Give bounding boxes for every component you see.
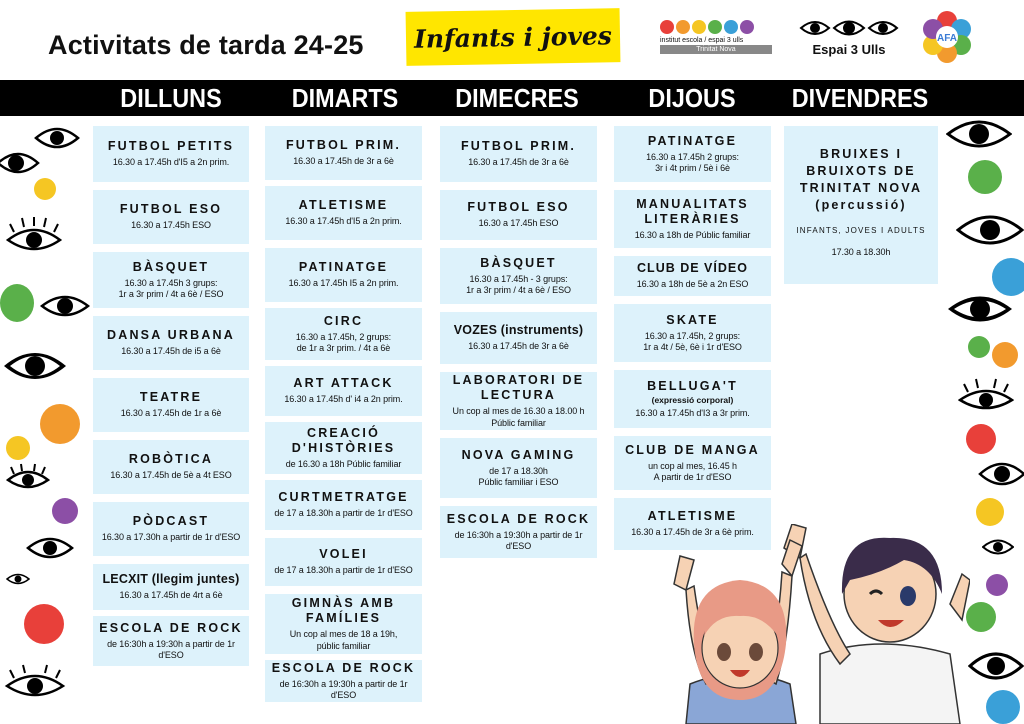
- eye-icon: [978, 458, 1024, 490]
- activity-desc: 16.30 a 17.45h de i5 a 6è: [121, 346, 221, 357]
- activity-card: [93, 190, 249, 244]
- eye-icon: [2, 344, 68, 388]
- activity-title: CURTMETRATGE: [278, 490, 409, 505]
- activity-title: CIRC: [323, 313, 364, 328]
- activity-title: ROBÒTICA: [128, 452, 214, 467]
- eye-icon: [4, 664, 66, 704]
- activity-title: CREACIÓ D'HISTÒRIES: [291, 425, 396, 455]
- activity-desc: 16.30 a 17.45h d'I5 a 2n prim.: [112, 157, 230, 168]
- activity-title: VOLEI: [319, 547, 368, 562]
- activity-title: SKATE: [666, 312, 719, 327]
- day-dilluns: DILLUNS: [120, 83, 222, 113]
- eye-icon: [40, 292, 90, 320]
- activity-card: [614, 126, 771, 182]
- page-title: Activitats de tarda 24-25: [48, 30, 364, 60]
- colored-ball-icon: [24, 604, 64, 644]
- activity-card: [614, 256, 771, 296]
- colored-ball-icon: [986, 690, 1020, 724]
- activity-title: BÀSQUET: [132, 259, 210, 274]
- activity-desc: 16.30 a 17.45h ESO: [478, 218, 559, 229]
- school-logo-line1: institut escola / espai 3 ulls: [660, 37, 744, 44]
- activity-title: VOZES (instruments): [453, 323, 584, 338]
- eye-icon: [968, 646, 1024, 686]
- activity-desc: 16.30 a 17.45h 2 grups: 3r i 4t prim / 5è i 6è: [646, 151, 739, 173]
- espai-3-ulls-label: Espai 3 Ulls: [812, 42, 886, 57]
- eye-icon: [946, 290, 1014, 328]
- espai-3-ulls-logo: [796, 16, 902, 57]
- activity-desc: 16.30 a 18h de 5è a 2n ESO: [636, 279, 749, 290]
- eye-icon: [6, 462, 50, 492]
- eye-icon: [946, 116, 1012, 152]
- eye-icon: [6, 572, 30, 586]
- activity-title: ESCOLA DE ROCK: [99, 620, 243, 635]
- colored-ball-icon: [986, 574, 1008, 596]
- activity-title: FUTBOL PRIM.: [460, 139, 577, 154]
- activity-card: [93, 440, 249, 494]
- activity-desc: un cop al mes, 16.45 h A partir de 1r d'ESO: [648, 460, 737, 482]
- activity-title: LECXIT (llegim juntes): [102, 572, 240, 587]
- activity-card: [265, 248, 422, 302]
- activity-title: FUTBOL ESO: [467, 200, 570, 215]
- activity-title: LABORATORI DE LECTURA: [452, 373, 585, 403]
- activity-title: CLUB DE MANGA: [625, 442, 760, 457]
- colored-ball-icon: [966, 424, 996, 454]
- activity-desc: de 16:30h a 19:30h a partir de 1r d'ESO: [107, 638, 235, 660]
- activity-card: [93, 316, 249, 370]
- activity-title: FUTBOL PETITS: [107, 139, 235, 154]
- afa-label: AFA: [937, 33, 957, 44]
- day-dijous: DIJOUS: [648, 83, 736, 113]
- activity-title: CLUB DE VÍDEO: [637, 261, 748, 276]
- activity-card: [93, 378, 249, 432]
- activity-title: ATLETISME: [298, 198, 389, 213]
- activity-card: [784, 126, 938, 284]
- activity-title: PATINATGE: [298, 260, 389, 275]
- activity-desc: Un cop al mes de 16.30 a 18.00 h Públic familiar: [452, 406, 585, 428]
- activity-desc: 16.30 a 17.45h de 5è a 4t ESO: [110, 470, 232, 481]
- activity-subtitle: (expressió corporal): [651, 394, 734, 405]
- activity-card: [614, 436, 771, 490]
- eye-icon: [956, 210, 1024, 250]
- activity-desc: 16.30 a 17.30h a partir de 1r d'ESO: [101, 532, 241, 543]
- activity-title: FUTBOL PRIM.: [285, 138, 402, 153]
- activity-desc: de 16:30h a 19:30h a partir de 1r d'ESO: [454, 529, 583, 551]
- eye-icon: [34, 124, 80, 152]
- colored-ball-icon: [966, 602, 996, 632]
- activity-desc: Un cop al mes de 18 a 19h, públic familiar: [289, 629, 398, 651]
- activity-desc: 16.30 a 17.45h de 3r a 6è: [468, 341, 569, 352]
- activity-title: DANSA URBANA: [106, 328, 236, 343]
- activity-card: [614, 370, 771, 428]
- activity-desc: 16.30 a 17.45h d'I5 a 2n prim.: [285, 216, 402, 227]
- activity-card: [265, 126, 422, 180]
- activity-title: MANUALITATS LITERÀRIES: [636, 196, 749, 226]
- activity-card: [440, 312, 597, 364]
- activity-desc: de 17 a 18.30h a partir de 1r d'ESO: [274, 508, 413, 519]
- school-logo: [660, 20, 772, 54]
- activity-desc: 16.30 a 17.45h - 3 grups: 1r a 3r prim / 4t a 6è / ESO: [466, 273, 571, 295]
- activity-card: [265, 480, 422, 530]
- activity-desc: 16.30 a 17.45h ESO: [131, 220, 211, 231]
- activity-card: [93, 564, 249, 610]
- day-dimecres: DIMECRES: [455, 83, 579, 113]
- colored-ball-icon: [968, 160, 1002, 194]
- activity-desc: 16.30 a 17.45h de 3r a 6è: [468, 157, 569, 168]
- colored-ball-icon: [992, 258, 1024, 296]
- activity-title: BRUIXES I BRUIXOTS DE TRINITAT NOVA (percussió): [799, 147, 923, 212]
- audience-tag: Infants i joves: [406, 8, 621, 66]
- activity-title: TEATRE: [139, 390, 203, 405]
- activity-card: [614, 304, 771, 362]
- colored-ball-icon: [976, 498, 1004, 526]
- activity-card: [265, 594, 422, 654]
- colored-ball-icon: [0, 284, 34, 322]
- eye-icon: [958, 376, 1014, 416]
- activity-desc: 17.30 a 18.30h: [831, 246, 891, 257]
- eye-icon: [0, 148, 40, 178]
- three-eyes-icon: [796, 16, 902, 40]
- activity-desc: 16.30 a 17.45h, 2 grups: de 1r a 3r prim. / 4t a 6è: [295, 331, 392, 353]
- activity-title: ESCOLA DE ROCK: [446, 511, 591, 526]
- activity-desc: 16.30 a 17.45h de 1r a 6è: [120, 408, 222, 419]
- eye-icon: [4, 216, 64, 260]
- activity-desc: 16.30 a 17.45h, 2 grups: 1r a 4t / 5è, 6è i 1r d'ESO: [643, 330, 742, 352]
- activity-desc: 16.30 a 17.45h de 3r a 6è prim.: [631, 527, 754, 538]
- activity-card: [265, 186, 422, 240]
- activity-desc: de 17 a 18.30h Públic familiar i ESO: [478, 465, 559, 487]
- eye-icon: [982, 536, 1014, 558]
- eye-icon: [26, 534, 74, 562]
- activity-card: [440, 372, 597, 430]
- activity-card: [265, 366, 422, 416]
- activity-card: [265, 538, 422, 586]
- colored-ball-icon: [40, 404, 80, 444]
- activity-title: PÒDCAST: [132, 514, 210, 529]
- activity-title: GIMNÀS AMB FAMÍLIES: [291, 596, 396, 626]
- activity-desc: 16.30 a 18h de Públic familiar: [634, 229, 751, 240]
- activity-desc: 16.30 a 17.45h d'I3 a 3r prim.: [635, 407, 750, 418]
- colored-ball-icon: [52, 498, 78, 524]
- colored-ball-icon: [992, 342, 1018, 368]
- activity-title: FUTBOL ESO: [119, 202, 223, 217]
- activity-card: [440, 126, 597, 182]
- activity-card: [93, 126, 249, 182]
- activity-card: [440, 190, 597, 240]
- activity-audience: INFANTS, JOVES I ADULTS: [796, 225, 926, 235]
- colored-ball-icon: [968, 336, 990, 358]
- activity-card: [614, 190, 771, 248]
- colored-ball-icon: [6, 436, 30, 460]
- activity-desc: 16.30 a 17.45h de 4rt a 6è: [119, 590, 223, 601]
- activity-desc: de 17 a 18.30h a partir de 1r d'ESO: [274, 565, 413, 576]
- activity-title: ESCOLA DE ROCK: [271, 660, 416, 675]
- activity-card: [93, 616, 249, 666]
- activity-desc: 16.30 a 17.45h 3 grups: 1r a 3r prim / 4t a 6è / ESO: [118, 277, 224, 299]
- activity-desc: 16.30 a 17.45h d' i4 a 2n prim.: [284, 394, 403, 405]
- day-dimarts: DIMARTS: [291, 83, 399, 113]
- afa-logo: [920, 10, 974, 64]
- activity-card: [265, 308, 422, 360]
- activity-title: PATINATGE: [647, 133, 738, 148]
- activity-card: [265, 422, 422, 474]
- activity-desc: de 16.30 a 18h Públic familiar: [285, 458, 402, 469]
- activity-title: ART ATTACK: [293, 376, 394, 391]
- activity-desc: de 16:30h a 19:30h a partir de 1r d'ESO: [279, 678, 408, 700]
- color-dots-icon: [660, 20, 772, 34]
- activity-desc: 16.30 a 17.45h I5 a 2n prim.: [288, 278, 399, 289]
- activity-desc: 16.30 a 17.45h de 3r a 6è: [293, 156, 394, 167]
- activity-card: [265, 660, 422, 702]
- activity-card: [93, 502, 249, 556]
- activity-card: [440, 506, 597, 558]
- colored-ball-icon: [34, 178, 56, 200]
- activity-title: BÀSQUET: [480, 255, 557, 270]
- activity-card: [440, 438, 597, 498]
- day-divendres: DIVENDRES: [791, 83, 929, 113]
- school-logo-line2: Trinitat Nova: [660, 45, 772, 54]
- activity-title: BELLUGA'T: [647, 378, 738, 393]
- activity-card: [93, 252, 249, 308]
- kids-illustration: [650, 524, 970, 724]
- activity-card: [440, 248, 597, 304]
- activity-title: ATLETISME: [647, 509, 738, 524]
- activity-title: NOVA GAMING: [461, 447, 576, 462]
